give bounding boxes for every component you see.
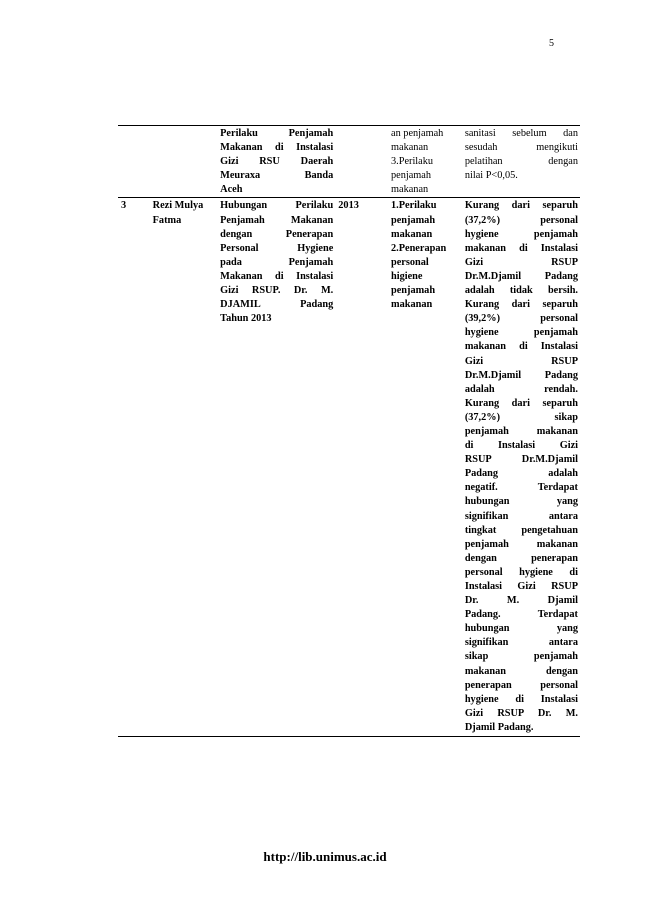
page-number: 5: [549, 38, 554, 49]
variable-line: penjamah: [391, 170, 432, 182]
name-line: Rezi Mulya: [152, 200, 204, 212]
title-line: Perilaku Penjamah: [220, 128, 334, 139]
result-line: Kurang dari separuh: [464, 299, 578, 311]
variable-line: an penjamah: [391, 128, 444, 139]
result-line: Padang. Terdapat: [464, 609, 578, 621]
result-line: Padang adalah: [464, 468, 578, 480]
result-line: sesudah mengikuti: [464, 142, 578, 154]
title-line: DJAMIL Padang: [220, 299, 334, 311]
result-line: adalah rendah.: [464, 383, 578, 395]
cell-name: [150, 126, 218, 198]
variable-line: penjamah: [391, 285, 436, 297]
result-line: hubungan yang: [464, 623, 578, 635]
result-line: hygiene di Instalasi: [464, 693, 578, 705]
variable-line: higiene: [391, 270, 423, 282]
title-line: Personal Hygiene: [220, 242, 334, 254]
variable-line: makanan: [391, 228, 433, 240]
result-line: Kurang dari separuh: [464, 200, 578, 212]
cell-variables: [388, 126, 462, 198]
result-line: adalah tidak bersih.: [464, 285, 578, 297]
result-line: Kurang dari separuh: [464, 397, 578, 409]
result-line: tingkat pengetahuan: [464, 524, 578, 536]
table-row-continued: [118, 126, 580, 198]
title-line: Penjamah Makanan: [220, 214, 334, 226]
cell-variables: [388, 198, 462, 737]
result-line: Gizi RSUP: [464, 256, 578, 268]
result-line: (37,2%) sikap: [464, 411, 578, 423]
result-line: Gizi RSUP: [464, 355, 578, 367]
cell-title: [217, 126, 335, 198]
result-line: RSUP Dr.M.Djamil: [464, 454, 578, 466]
result-line: dengan penerapan: [464, 552, 578, 564]
result-line: signifikan antara: [464, 510, 578, 522]
result-line: Dr. M. Djamil: [464, 595, 578, 607]
research-table: [118, 125, 580, 737]
result-line: sikap penjamah: [464, 651, 578, 663]
result-line: makanan di Instalasi: [464, 242, 578, 254]
variable-line: makanan: [391, 184, 429, 196]
result-line: makanan dengan: [464, 665, 578, 677]
result-line: Djamil Padang.: [464, 721, 534, 733]
variable-line: 3.Perilaku: [391, 156, 434, 168]
result-line: (37,2%) personal: [464, 214, 578, 226]
title-line: Aceh: [220, 184, 243, 196]
result-line: di Instalasi Gizi: [464, 440, 578, 452]
cell-name: [150, 198, 218, 737]
result-line: Instalasi Gizi RSUP: [464, 581, 578, 592]
cell-result: [462, 126, 580, 198]
result-line: negatif. Terdapat: [464, 482, 578, 494]
result-line: makanan di Instalasi: [464, 341, 578, 353]
title-line: pada Penjamah: [220, 256, 334, 268]
table-row-3: [118, 198, 580, 737]
footer-url: http://lib.unimus.ac.id: [263, 849, 387, 864]
result-line: hubungan yang: [464, 496, 578, 508]
result-line: penerapan personal: [464, 679, 578, 691]
variable-line: personal: [391, 256, 429, 268]
cell-title: [217, 198, 335, 737]
title-line: Gizi RSUP. Dr. M.: [220, 285, 334, 297]
variable-line: 1.Perilaku: [391, 200, 437, 212]
result-line: Dr.M.Djamil Padang: [464, 369, 578, 381]
variable-line: makanan: [391, 299, 433, 311]
result-line: hygiene penjamah: [464, 327, 578, 339]
title-line: Makanan di Instalasi: [220, 142, 334, 154]
result-line: signifikan antara: [464, 637, 578, 649]
cell-result: [462, 198, 580, 737]
result-line: hygiene penjamah: [464, 228, 578, 240]
name-line: Fatma: [152, 214, 182, 226]
title-line: Hubungan Perilaku: [220, 200, 334, 212]
cell-year: 2013: [335, 198, 388, 737]
title-line: Gizi RSU Daerah: [220, 156, 334, 168]
cell-year: [335, 126, 388, 198]
result-line: pelatihan dengan: [464, 156, 578, 168]
result-line: Dr.M.Djamil Padang: [464, 270, 578, 282]
result-line: penjamah makanan: [464, 538, 578, 550]
title-line: dengan Penerapan: [220, 228, 334, 240]
variable-line: makanan: [391, 142, 429, 154]
result-line: Gizi RSUP Dr. M.: [464, 707, 578, 719]
result-line: sanitasi sebelum dan: [464, 128, 578, 139]
cell-no: 3: [118, 198, 150, 737]
variable-line: penjamah: [391, 214, 436, 226]
variable-line: 2.Penerapan: [391, 242, 447, 254]
result-line: personal hygiene di: [464, 566, 578, 578]
result-line: nilai P<0,05.: [464, 170, 518, 182]
title-line: Tahun 2013: [220, 313, 272, 325]
result-line: (39,2%) personal: [464, 313, 578, 325]
title-line: Meuraxa Banda: [220, 170, 334, 182]
cell-no: [118, 126, 150, 198]
result-line: penjamah makanan: [464, 425, 578, 437]
title-line: Makanan di Instalasi: [220, 270, 334, 282]
